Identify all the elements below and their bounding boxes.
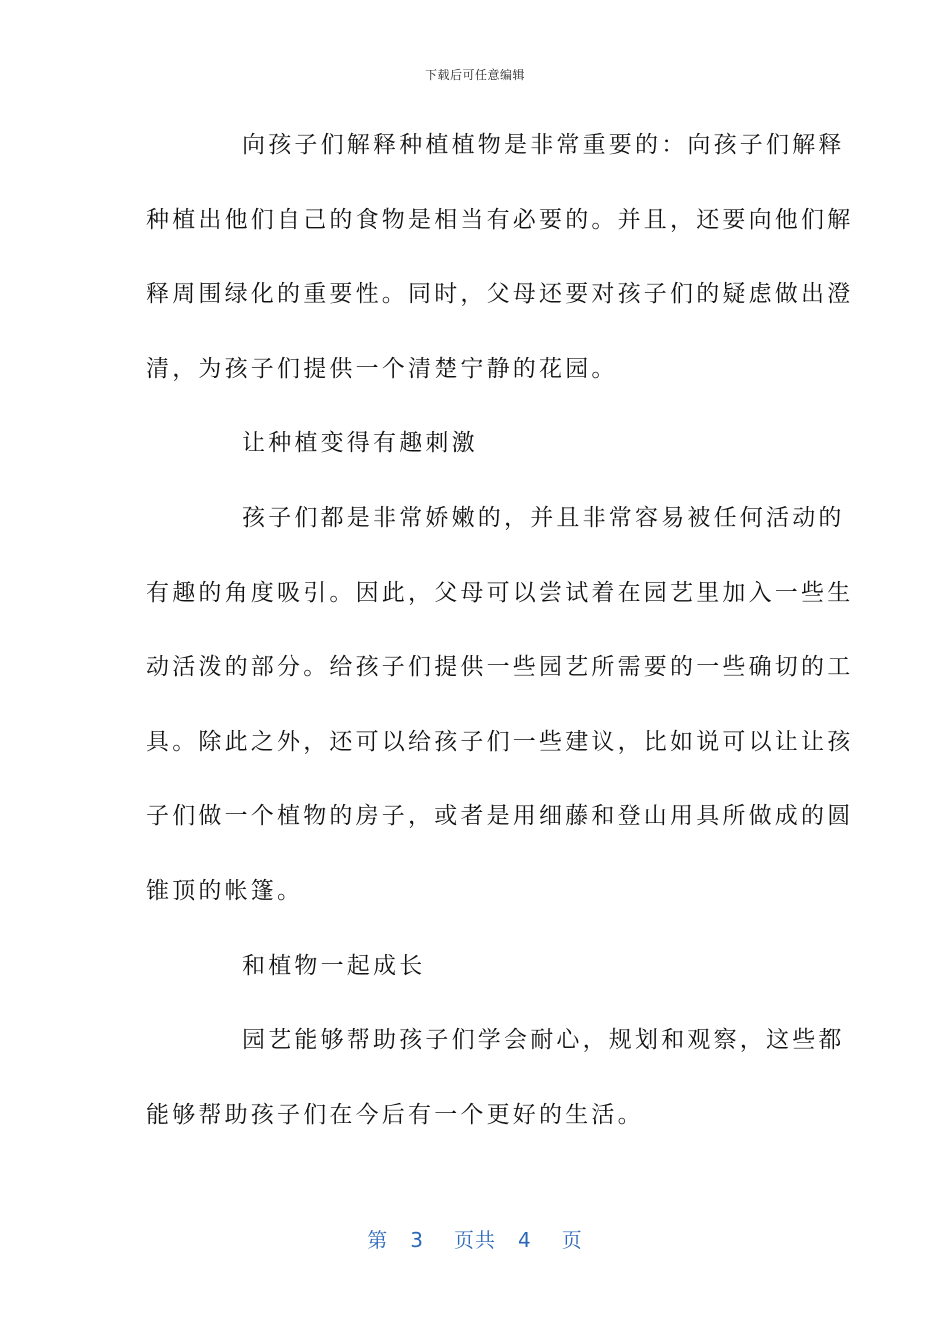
paragraph-line: 清，为孩子们提供一个清楚宁静的花园。 xyxy=(146,355,618,382)
paragraph-line: 具。除此之外，还可以给孩子们一些建议，比如说可以让让孩 xyxy=(146,728,854,755)
current-page-number: 3 xyxy=(410,1228,424,1252)
document-body xyxy=(146,108,854,1152)
paragraph-line: 能够帮助孩子们在今后有一个更好的生活。 xyxy=(146,1101,644,1128)
page-label-mid: 页共 xyxy=(454,1228,496,1252)
paragraph-line: 向孩子们解释种植植物是非常重要的：向孩子们解释 xyxy=(242,132,845,158)
paragraph-line: 孩子们都是非常娇嫩的，并且非常容易被任何活动的 xyxy=(242,504,845,531)
paragraph-line: 动活泼的部分。给孩子们提供一些园艺所需要的一些确切的工 xyxy=(146,654,854,681)
paragraph-line: 子们做一个植物的房子，或者是用细藤和登山用具所做成的圆 xyxy=(146,803,854,830)
paragraph-line: 园艺能够帮助孩子们学会耐心，规划和观察，这些都 xyxy=(242,1027,845,1054)
paragraph-line: 锥顶的帐篷。 xyxy=(146,877,304,904)
total-pages-number: 4 xyxy=(518,1228,532,1252)
page-label-suffix: 页 xyxy=(561,1228,583,1252)
paragraph-line: 有趣的角度吸引。因此，父母可以尝试着在园艺里加入一些生 xyxy=(146,579,854,606)
page-label-prefix: 第 xyxy=(367,1228,389,1252)
section-heading: 让种植变得有趣刺激 xyxy=(242,430,478,457)
section-heading: 和植物一起成长 xyxy=(242,952,426,979)
page-header: 下载后可任意编辑 xyxy=(424,68,525,82)
paragraph-line: 释周围绿化的重要性。同时，父母还要对孩子们的疑虑做出澄 xyxy=(146,281,854,308)
paragraph-line: 种植出他们自己的食物是相当有必要的。并且，还要向他们解 xyxy=(146,206,854,233)
page-footer xyxy=(0,1224,950,1253)
